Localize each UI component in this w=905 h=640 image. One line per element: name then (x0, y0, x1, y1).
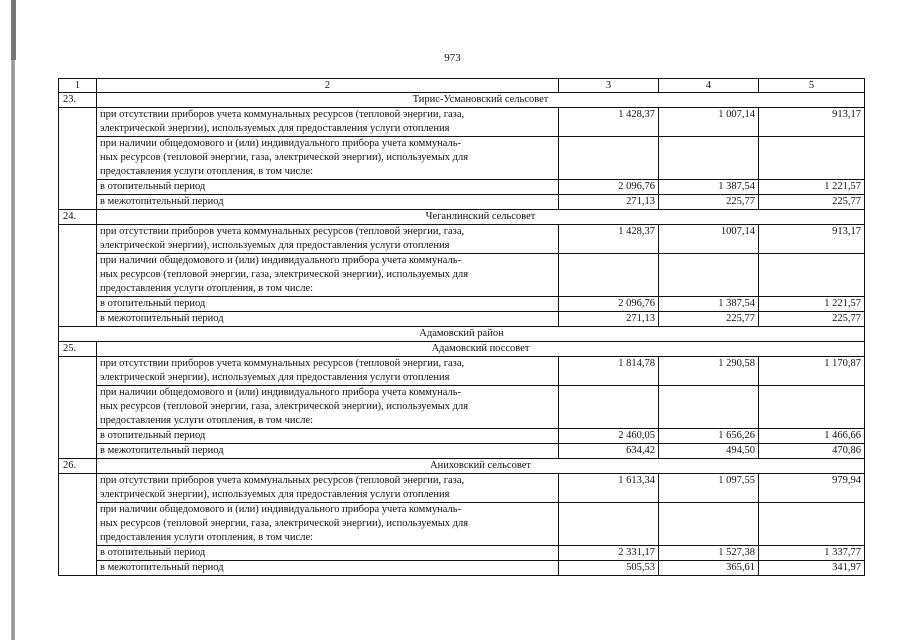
description-line: в отопительный период (100, 430, 206, 441)
description-line: предоставления услуги отопления, в том числе: (100, 415, 314, 426)
header-cell: 3 (559, 79, 659, 93)
subheading-row (59, 137, 865, 180)
description-line: при наличии общедомового и (или) индивидуального прибора учета коммуналь- (100, 138, 462, 149)
value-cell-col4: 1007,14 (659, 225, 759, 254)
description-line: в межотопительный период (100, 313, 224, 324)
value-cell-col5: 1 466,66 (759, 429, 865, 444)
district-row (59, 327, 865, 342)
section-title: Тирис-Усмановский сельсовет (97, 93, 865, 108)
value-cell-col4: 1 097,55 (659, 474, 759, 503)
subheading-row (59, 386, 865, 429)
section-row (59, 210, 865, 225)
value-cell-col4: 225,77 (659, 312, 759, 327)
section-row (59, 459, 865, 474)
tariff-row (59, 561, 865, 576)
value-cell-col5: 979,94 (759, 474, 865, 503)
section-number: 26. (59, 459, 97, 474)
value-cell-col3: 634,42 (559, 444, 659, 459)
header-cell: 4 (659, 79, 759, 93)
description-cell (97, 429, 559, 444)
description-cell (97, 561, 559, 576)
section-title: Чеганлинский сельсовет (97, 210, 865, 225)
description-line: электрической энергии), используемых для предоставления услуги отопления (100, 240, 450, 251)
header-cell: 5 (759, 79, 865, 93)
value-cell-col4 (659, 254, 759, 297)
section-title: Аниховский сельсовет (97, 459, 865, 474)
description-cell (97, 137, 559, 180)
description-cell (97, 108, 559, 137)
value-cell-col5: 913,17 (759, 108, 865, 137)
description-cell (97, 254, 559, 297)
tariff-row (59, 429, 865, 444)
value-cell-col5: 225,77 (759, 195, 865, 210)
header-cell: 1 (59, 79, 97, 93)
description-cell (97, 225, 559, 254)
value-cell-col5: 225,77 (759, 312, 865, 327)
description-line: в отопительный период (100, 181, 206, 192)
section-title: Адамовский поссовет (97, 342, 865, 357)
description-line: в межотопительный период (100, 196, 224, 207)
description-line: в отопительный период (100, 298, 206, 309)
subheading-row (59, 503, 865, 546)
description-line: при отсутствии приборов учета коммунальных ресурсов (тепловой энергии, газа, (100, 109, 465, 120)
description-cell (97, 503, 559, 546)
value-cell-col5: 470,86 (759, 444, 865, 459)
scan-edge-shadow (11, 0, 15, 640)
value-cell-col3: 1 428,37 (559, 108, 659, 137)
description-line: ных ресурсов (тепловой энергии, газа, электрической энергии), используемых для (100, 518, 469, 529)
section-row (59, 93, 865, 108)
section-number: 24. (59, 210, 97, 225)
description-cell (97, 444, 559, 459)
value-cell-col3: 2 096,76 (559, 180, 659, 195)
value-cell-col3: 2 096,76 (559, 297, 659, 312)
district-title: Адамовский район (59, 327, 865, 342)
tariff-row (59, 357, 865, 386)
value-cell-col5: 1 221,57 (759, 180, 865, 195)
value-cell-col5 (759, 254, 865, 297)
value-cell-col5 (759, 137, 865, 180)
description-line: при отсутствии приборов учета коммунальных ресурсов (тепловой энергии, газа, (100, 358, 465, 369)
description-line: электрической энергии), используемых для предоставления услуги отопления (100, 372, 450, 383)
description-line: при наличии общедомового и (или) индивидуального прибора учета коммуналь- (100, 387, 462, 398)
value-cell-col4 (659, 503, 759, 546)
description-line: предоставления услуги отопления, в том числе: (100, 166, 314, 177)
description-line: в отопительный период (100, 547, 206, 558)
description-line: в межотопительный период (100, 562, 224, 573)
tariff-row (59, 297, 865, 312)
page-number: 973 (444, 52, 461, 64)
description-line: ных ресурсов (тепловой энергии, газа, электрической энергии), используемых для (100, 152, 469, 163)
value-cell-col4: 1 387,54 (659, 180, 759, 195)
value-cell-col4: 494,50 (659, 444, 759, 459)
description-line: при отсутствии приборов учета коммунальных ресурсов (тепловой энергии, газа, (100, 226, 465, 237)
value-cell-col4: 1 007,14 (659, 108, 759, 137)
description-line: электрической энергии), используемых для предоставления услуги отопления (100, 123, 450, 134)
value-cell-col3: 1 613,34 (559, 474, 659, 503)
description-line: при отсутствии приборов учета коммунальных ресурсов (тепловой энергии, газа, (100, 475, 465, 486)
value-cell-col3 (559, 254, 659, 297)
description-line: при наличии общедомового и (или) индивидуального прибора учета коммуналь- (100, 255, 462, 266)
value-cell-col3: 271,13 (559, 312, 659, 327)
value-cell-col5 (759, 386, 865, 429)
section-number: 23. (59, 93, 97, 108)
header-row (59, 79, 865, 93)
number-cell-blank (59, 474, 97, 576)
tariff-row (59, 312, 865, 327)
tariff-row (59, 546, 865, 561)
tariff-row (59, 474, 865, 503)
value-cell-col4: 1 290,58 (659, 357, 759, 386)
value-cell-col3: 2 331,17 (559, 546, 659, 561)
value-cell-col4: 225,77 (659, 195, 759, 210)
value-cell-col4: 1 527,38 (659, 546, 759, 561)
description-line: предоставления услуги отопления, в том числе: (100, 283, 314, 294)
subheading-row (59, 254, 865, 297)
description-line: в межотопительный период (100, 445, 224, 456)
number-cell-blank (59, 108, 97, 210)
value-cell-col5: 1 221,57 (759, 297, 865, 312)
value-cell-col3: 1 428,37 (559, 225, 659, 254)
description-line: при наличии общедомового и (или) индивидуального прибора учета коммуналь- (100, 504, 462, 515)
description-line: ных ресурсов (тепловой энергии, газа, электрической энергии), используемых для (100, 401, 469, 412)
value-cell-col3 (559, 386, 659, 429)
description-line: предоставления услуги отопления, в том числе: (100, 532, 314, 543)
description-cell (97, 386, 559, 429)
description-line: ных ресурсов (тепловой энергии, газа, электрической энергии), используемых для (100, 269, 469, 280)
value-cell-col5 (759, 503, 865, 546)
tariff-row (59, 180, 865, 195)
description-cell (97, 312, 559, 327)
value-cell-col4: 1 656,26 (659, 429, 759, 444)
value-cell-col5: 1 170,87 (759, 357, 865, 386)
tariff-row (59, 225, 865, 254)
value-cell-col4: 365,61 (659, 561, 759, 576)
tariff-row (59, 444, 865, 459)
value-cell-col3 (559, 137, 659, 180)
value-cell-col3: 271,13 (559, 195, 659, 210)
description-cell (97, 180, 559, 195)
value-cell-col5: 341,97 (759, 561, 865, 576)
tariff-row (59, 195, 865, 210)
section-row (59, 342, 865, 357)
value-cell-col5: 913,17 (759, 225, 865, 254)
value-cell-col4 (659, 386, 759, 429)
description-cell (97, 195, 559, 210)
tariff-table (58, 78, 865, 576)
number-cell-blank (59, 225, 97, 327)
value-cell-col3 (559, 503, 659, 546)
description-cell (97, 474, 559, 503)
scan-edge-shadow-top (11, 0, 16, 60)
tariff-row (59, 108, 865, 137)
description-cell (97, 357, 559, 386)
value-cell-col3: 2 460,05 (559, 429, 659, 444)
value-cell-col4: 1 387,54 (659, 297, 759, 312)
number-cell-blank (59, 357, 97, 459)
header-cell: 2 (97, 79, 559, 93)
description-line: электрической энергии), используемых для предоставления услуги отопления (100, 489, 450, 500)
description-cell (97, 546, 559, 561)
value-cell-col3: 1 814,78 (559, 357, 659, 386)
value-cell-col3: 505,53 (559, 561, 659, 576)
section-number: 25. (59, 342, 97, 357)
value-cell-col4 (659, 137, 759, 180)
value-cell-col5: 1 337,77 (759, 546, 865, 561)
description-cell (97, 297, 559, 312)
